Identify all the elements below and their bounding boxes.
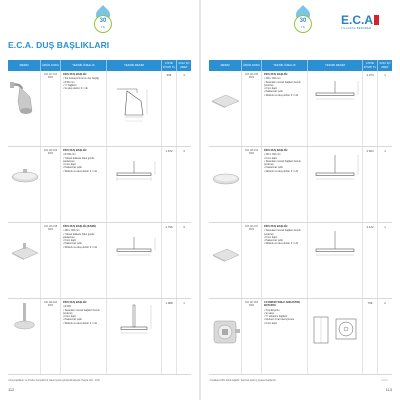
product-image: [209, 223, 242, 298]
right-page: [201, 0, 400, 400]
product-title: 3 FONKSİYONLU ANKASTRE BATARYA: [264, 301, 301, 308]
anniversary-badge: [93, 8, 113, 36]
product-code: 102 117 203 FİKS: [242, 299, 262, 374]
logo-text: E.C.A: [341, 13, 374, 27]
spec-line: • Silikonlu su akış debisi: 9 l / dk: [63, 169, 97, 173]
spec-line: • Yüksek kalitede bakır gövde: [63, 232, 95, 236]
header-qty: KOLİ İÇİ ADET: [379, 61, 391, 69]
product-desc: [262, 223, 308, 298]
spec-line: • Tavandan monteli bağlantı borulu: [264, 229, 301, 233]
technical-drawing: [308, 223, 363, 298]
product-desc: [262, 299, 308, 374]
spec-line: • Paslanmaz çelik: [264, 166, 283, 170]
product-qty: 1: [384, 225, 386, 229]
header-drawing: TEKNİK RESİM: [107, 60, 162, 71]
product-code: 102 116 219 FİKS: [41, 147, 61, 222]
spec-line: • Paslanmaz çelik: [63, 318, 82, 322]
spec-line: • ½" bağlantı: [63, 83, 77, 87]
spec-line: • Ø 300 mm: [63, 153, 76, 157]
product-qty: 3: [183, 149, 185, 153]
product-title: FİKS DUŞ BAŞLIĞI: [63, 73, 87, 76]
product-qty: 1: [384, 149, 386, 153]
header-price: LİSTE FİYATI TL: [162, 60, 177, 71]
product-image: [8, 71, 41, 146]
spec-line: • Paslanmaz çelik: [264, 239, 283, 243]
eca-logo: [341, 14, 379, 30]
product-price: 1.672: [162, 147, 177, 222]
table-row: [209, 223, 392, 299]
badge-sub: YIL: [100, 25, 106, 29]
table-header: [8, 60, 191, 71]
footnote: • Duş başlıkları ve ürünler kompakt bir paket içinde gönderilmektedir. (Sayfa 102 - 103): [8, 378, 100, 382]
product-code: 102 116 218 FİKS: [41, 223, 61, 298]
spec-line: paslanmaz: [63, 235, 75, 239]
page-number: 113: [385, 387, 392, 392]
technical-drawing: [107, 71, 162, 146]
spec-line: • Krom kaplı: [264, 87, 277, 91]
product-image: [8, 299, 41, 374]
table-row: [8, 299, 191, 375]
technical-drawing: [107, 299, 162, 374]
product-qty: 1: [384, 73, 386, 77]
page-number: 112: [8, 387, 15, 392]
technical-drawing: [107, 147, 162, 222]
spec-line: • Silikonlu su akış debisi: 9 l / dk: [264, 169, 298, 173]
spec-line: (uzatma): [264, 163, 274, 167]
spec-line: • Tavandan monteli bağlantı borulu: [264, 159, 301, 163]
spec-line: • Silikonlu su akış debisi: 9 l / dk: [264, 242, 298, 246]
product-title: FİKS DUŞ BAŞLIĞI: [63, 301, 87, 304]
table-row: [8, 71, 191, 147]
product-desc: [262, 71, 308, 146]
product-title: FİKS DUŞ BAŞLIĞI: [63, 149, 87, 152]
header-drawing: TEKNİK RESİM: [308, 60, 363, 71]
product-table-right: [209, 60, 392, 375]
spec-line: • Krom kaplı: [63, 163, 76, 167]
table-row: [8, 223, 191, 299]
left-page: [0, 0, 199, 400]
spec-line: • 300 x 300 mm: [63, 229, 80, 233]
header-qty: KOLİ İÇİ ADET: [178, 61, 190, 69]
product-title: FİKS DUŞ BAŞLIĞI: [264, 149, 288, 152]
badge-sub: YIL: [300, 25, 306, 29]
product-code: 102 117 101 FİKS: [41, 71, 61, 146]
table-row: [209, 147, 392, 223]
spec-line: • Merkezi 3 bar basınçla test: [264, 318, 295, 322]
spec-line: • Silikonlu su akış debisi: 9 l / dk: [63, 245, 97, 249]
technical-drawing: [308, 71, 363, 146]
spec-line: • 300 x 300 mm: [264, 77, 281, 81]
product-desc: [61, 299, 107, 374]
table-row: [8, 147, 191, 223]
product-price: 2.604: [363, 147, 378, 222]
technical-drawing: [308, 299, 363, 374]
spec-line: • Krom kaplı: [264, 156, 277, 160]
product-qty: 2: [384, 301, 386, 305]
spec-line: • Tek fonksiyonlu krom duş başlığı: [63, 77, 100, 81]
spec-line: (uzatma): [63, 311, 73, 315]
product-desc: [61, 71, 107, 146]
spec-line: • Paslanmaz çelik: [63, 242, 82, 246]
spec-line: (uzatma): [264, 232, 274, 236]
spec-line: (uzatma): [264, 83, 274, 87]
logo-tagline: YILLARCA BERABER: [341, 27, 372, 30]
logo-red-box-icon: [374, 15, 379, 25]
badge-number: 30: [99, 18, 107, 24]
product-title: FİKS DUŞ BAŞLIĞI (KARE): [63, 225, 97, 228]
header-image: RESİM: [8, 60, 41, 71]
spec-line: • Krom kaplı: [63, 315, 76, 319]
product-price: 1.088: [162, 299, 177, 374]
product-title: FİKS DUŞ BAŞLIĞI: [264, 73, 288, 76]
product-image: [209, 299, 242, 374]
header-code: ÜRÜN KODU: [242, 60, 262, 71]
anniversary-badge: [293, 8, 313, 36]
header-desc: TEKNİK ÖZELLİK: [61, 60, 107, 71]
product-desc: [61, 147, 107, 222]
spec-line: • Krom kaplı: [264, 235, 277, 239]
badge-number: 30: [299, 18, 307, 24]
spec-line: • Paslanmaz çelik: [264, 90, 283, 94]
footnote: • Fiyatlara KDV dahil değildir. Teslimat şekli iç piyasa fiyatlarıdır.: [209, 378, 277, 382]
product-title: FİKS DUŞ BAŞLIĞI: [264, 225, 288, 228]
product-code: 102 116 118 FİKS: [41, 299, 61, 374]
spec-line: • Su akış debisi: 9 l / dk: [63, 87, 88, 91]
product-desc: [262, 147, 308, 222]
product-price: 1.796: [162, 223, 177, 298]
spec-line: • 3 fonksiyonlu: [264, 308, 280, 312]
spec-line: • Ø 200: [63, 305, 72, 309]
spec-line: • Yüksek kalitede bakır gövde: [63, 156, 95, 160]
table-header: [209, 60, 392, 71]
product-qty: 1: [183, 301, 185, 305]
spec-line: • Tavandan monteli bağlantı borulu: [63, 308, 100, 312]
product-table-left: [8, 60, 191, 375]
spec-line: paslanmaz: [63, 159, 75, 163]
spec-line: • Ø 85 mm: [63, 80, 75, 84]
product-desc: [61, 223, 107, 298]
spec-line: • 300 x 300 mm: [264, 153, 281, 157]
header-image: RESİM: [209, 60, 242, 71]
table-row: [209, 71, 392, 147]
spec-line: • Paslanmaz çelik: [63, 166, 82, 170]
product-qty: 4: [183, 73, 185, 77]
product-price: 2.374: [363, 71, 378, 146]
spec-line: • ½" ankastre bağlantı: [264, 315, 288, 319]
product-image: [209, 147, 242, 222]
product-qty: 3: [183, 225, 185, 229]
product-code: 102 116 215 FİKS: [242, 71, 262, 146]
spec-line: • Tavandan monteli bağlantı borulu: [264, 80, 301, 84]
product-code: 102 116 214 FİKS: [242, 147, 262, 222]
header-code: ÜRÜN KODU: [41, 60, 61, 71]
product-image: [8, 147, 41, 222]
technical-drawing: [308, 147, 363, 222]
spec-line: • Silikonlu su akış debisi: 9 l / dk: [63, 321, 97, 325]
spec-line: • Krom kaplı: [264, 321, 277, 325]
table-row: [209, 299, 392, 375]
spec-line: • Su akışı: [264, 311, 275, 315]
product-image: [8, 223, 41, 298]
catalog-code: 2017/1: [381, 380, 388, 382]
product-image: [209, 71, 242, 146]
product-price: 2.122: [363, 223, 378, 298]
spec-line: • Silikonlu su akış debisi: 9 l / dk: [264, 93, 298, 97]
technical-drawing: [107, 223, 162, 298]
product-price: 799: [363, 299, 378, 374]
page-title: E.C.A. DUŞ BAŞLIKLARI: [8, 40, 110, 50]
product-code: 102 116 217 FİKS: [242, 223, 262, 298]
product-price: 396: [162, 71, 177, 146]
header-price: LİSTE FİYATI TL: [363, 60, 378, 71]
spec-line: • Krom kaplı: [63, 239, 76, 243]
header-desc: TEKNİK ÖZELLİK: [262, 60, 308, 71]
